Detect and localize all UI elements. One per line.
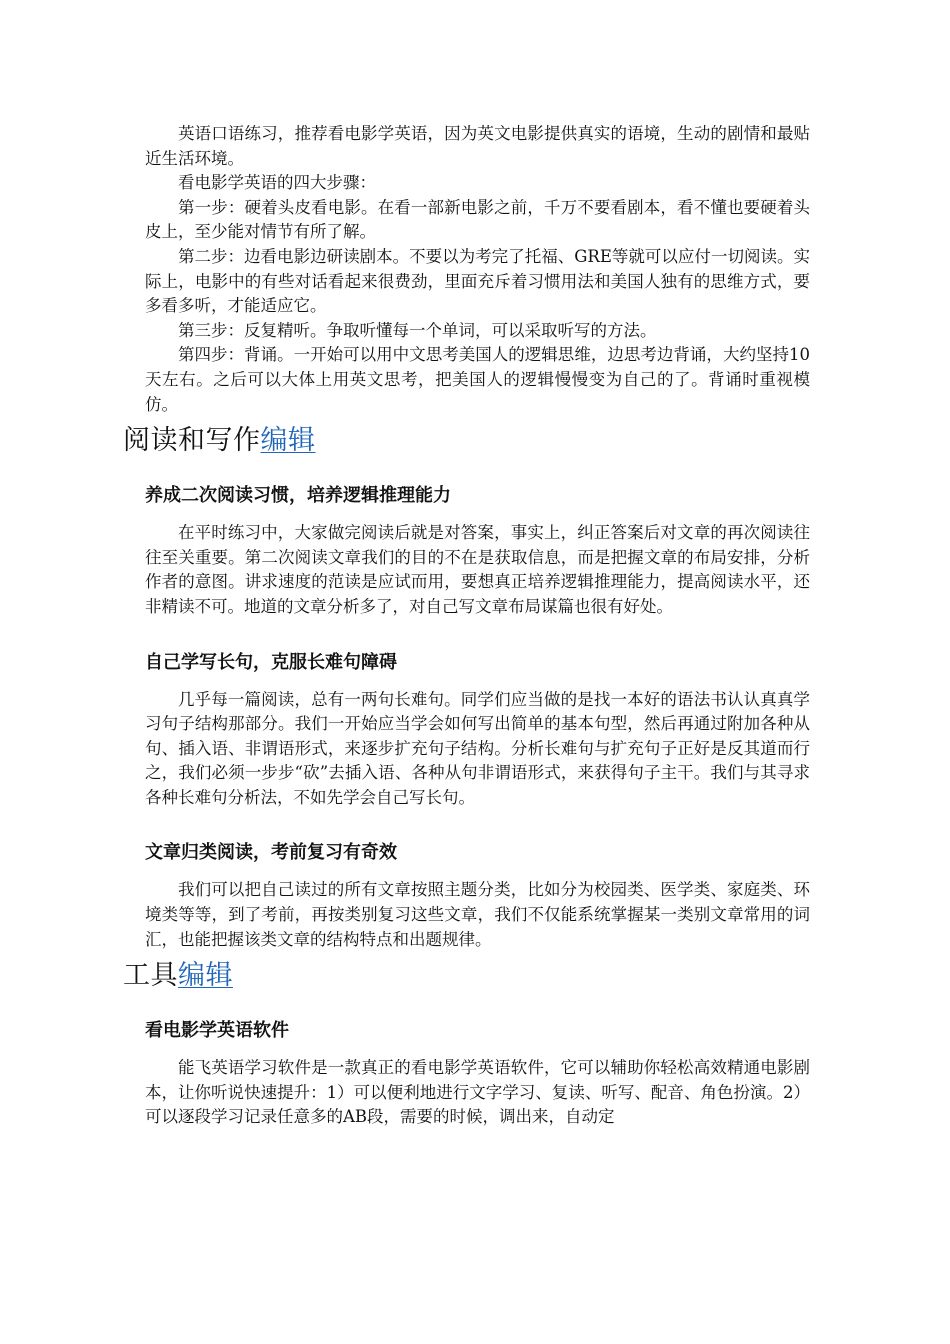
edit-link[interactable]: 编辑 bbox=[178, 960, 233, 992]
subsection-paragraph: 几乎每一篇阅读，总有一两句长难句。同学们应当做的是找一本好的语法书认认真真学习句子结构那部分。我们一开始应当学会如何写出简单的基本句型，然后再通过附加各种从句、插入语、非谓语形式，来逐步扩充句子结构。分析长难句与扩充句子正好是反其道而行之，我们必须一步步“砍”去插入语、各种从句非谓语形式，来获得句子主干。我们与其寻求各种长难句分析法，不如先学会自己写长句。 bbox=[145, 689, 810, 807]
subsection-paragraph: 能飞英语学习软件是一款真正的看电影学英语软件，它可以辅助你轻松高效精通电影剧本，让你听说快速提升：1）可以便利地进行文字学习、复读、听写、配音、角色扮演。2）可以逐段学习记录任意多的AB段，需要的时候，调出来，自动定 bbox=[145, 1058, 810, 1127]
subsection-heading: 养成二次阅读习惯，培养逻辑推理能力 bbox=[145, 485, 451, 507]
section-title: 工具 bbox=[123, 960, 178, 992]
intro-paragraph-1: 英语口语练习，推荐看电影学英语，因为英文电影提供真实的语境，生动的剧情和最贴近生活环境。 bbox=[145, 124, 810, 168]
intro-paragraph-2: 看电影学英语的四大步骤： bbox=[178, 173, 376, 193]
step-3-paragraph: 第三步：反复精听。争取听懂每一个单词，可以采取听写的方法。 bbox=[178, 320, 657, 340]
section-heading-reading-writing bbox=[123, 421, 810, 461]
subsection-heading: 文章归类阅读，考前复习有奇效 bbox=[145, 842, 397, 864]
step-1-paragraph: 第一步：硬着头皮看电影。在看一部新电影之前，千万不要看剧本，看不懂也要硬着头皮上，至少能对情节有所了解。 bbox=[145, 197, 810, 242]
subsection-paragraph: 在平时练习中，大家做完阅读后就是对答案，事实上，纠正答案后对文章的再次阅读往往至关重要。第二次阅读文章我们的目的不在是获取信息，而是把握文章的布局安排，分析作者的意图。讲求速度的范读是应试而用，要想真正培养逻辑推理能力，提高阅读水平，还非精读不可。地道的文章分析多了，对自己写文章布局谋篇也很有好处。 bbox=[145, 523, 810, 616]
step-4-paragraph: 第四步：背诵。一开始可以用中文思考美国人的逻辑思维，边思考边背诵，大约坚持10天左右。之后可以大体上用英文思考，把美国人的逻辑慢慢变为自己的了。背诵时重视模仿。 bbox=[145, 345, 810, 414]
document-body bbox=[123, 122, 810, 1130]
subsection-paragraph: 我们可以把自己读过的所有文章按照主题分类，比如分为校园类、医学类、家庭类、环境类等等，到了考前，再按类别复习这些文章，我们不仅能系统掌握某一类别文章常用的词汇，也能把握该类文章的结构特点和出题规律。 bbox=[145, 880, 810, 949]
step-2-paragraph: 第二步：边看电影边研读剧本。不要以为考完了托福、GRE等就可以应付一切阅读。实际上，电影中的有些对话看起来很费劲，里面充斥着习惯用法和美国人独有的思维方式，要多看多听，才能适应它。 bbox=[145, 246, 810, 316]
edit-link[interactable]: 编辑 bbox=[260, 425, 316, 457]
subsection-heading: 自己学写长句，克服长难句障碍 bbox=[145, 651, 397, 673]
subsection-heading: 看电影学英语软件 bbox=[145, 1020, 289, 1042]
section-heading-tools bbox=[123, 956, 810, 996]
section-title: 阅读和写作 bbox=[123, 425, 261, 457]
